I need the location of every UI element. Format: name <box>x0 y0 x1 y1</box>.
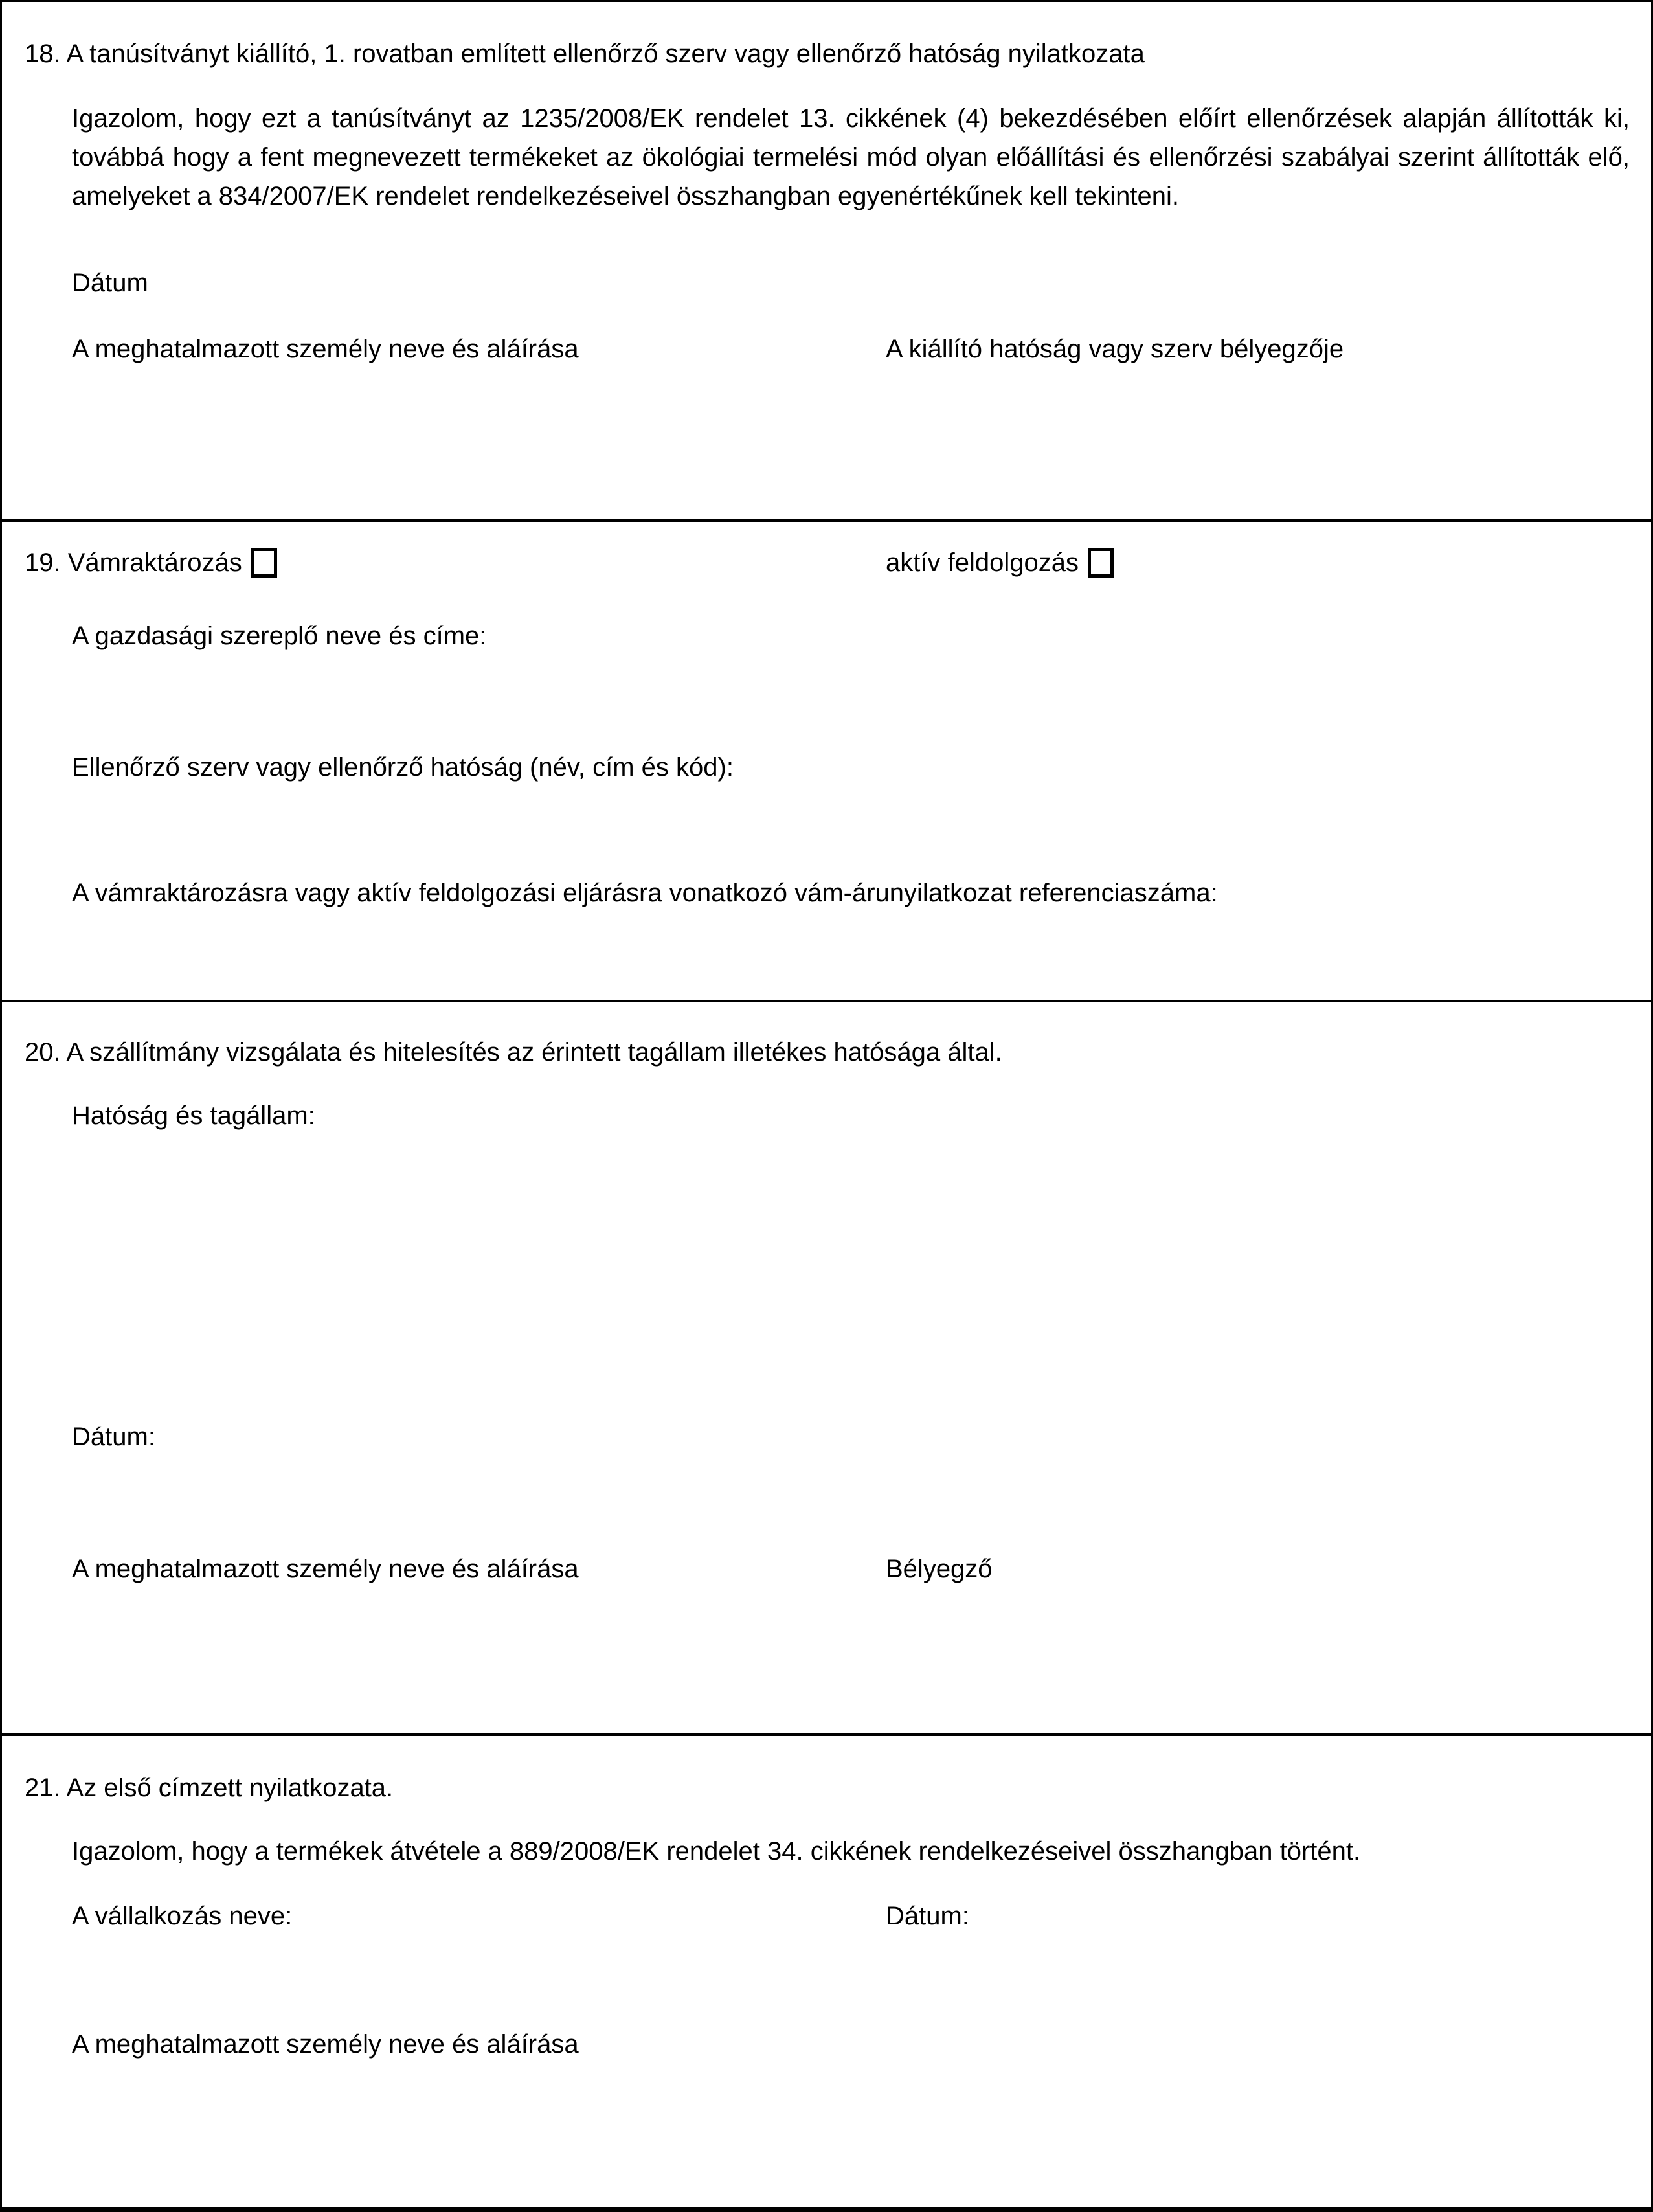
section-18-declaration: Igazolom, hogy ezt a tanúsítványt az 1235/2008/EK rendelet 13. cikkének (4) bekezdésében előírt ellenőrzések alapján állították ki, továbbá hogy a fent megnevezett termékeket az ökológiai termelési mód olyan előállítási és ellenőrzési szabályai szerint állították elő, amelyeket a 834/2007/EK rendelet rendelkezéseivel összhangban egyenértékűnek kell tekinteni. <box>72 104 1630 210</box>
section-19-inspection-body-label: Ellenőrző szerv vagy ellenőrző hatóság (név, cím és kód): <box>72 753 734 782</box>
section-21-heading: 21. Az első címzett nyilatkozata. <box>25 1774 394 1802</box>
section-21-company-label: A vállalkozás neve: <box>72 1902 293 1930</box>
section-21-declaration: Igazolom, hogy a termékek átvétele a 889/2008/EK rendelet 34. cikkének rendelkezéseivel összhangban történt. <box>72 1837 1361 1866</box>
section-20-authority-label: Hatóság és tagállam: <box>72 1101 315 1130</box>
section-19-customs-declaration-ref-label: A vámraktározásra vagy aktív feldolgozási eljárásra vonatkozó vám-árunyilatkozat referenciaszáma: <box>72 879 1218 907</box>
section-18-signature-label: A meghatalmazott személy neve és aláírása <box>72 335 579 363</box>
inward-processing-checkbox[interactable] <box>1088 548 1114 578</box>
section-18-date-label: Dátum <box>72 269 148 297</box>
section-18-heading: 18. A tanúsítványt kiállító, 1. rovatban említett ellenőrző szerv vagy ellenőrző hatóság nyilatkozata <box>25 40 1145 68</box>
customs-warehousing-checkbox[interactable] <box>251 548 277 578</box>
section-20-heading: 20. A szállítmány vizsgálata és hitelesítés az érintett tagállam illetékes hatósága által. <box>25 1038 1002 1066</box>
section-20-signature-label: A meghatalmazott személy neve és aláírása <box>72 1555 579 1583</box>
section-divider <box>2 519 1651 522</box>
section-21-signature-label: A meghatalmazott személy neve és aláírása <box>72 2030 579 2059</box>
section-18-stamp-label: A kiállító hatóság vagy szerv bélyegzője <box>886 335 1344 363</box>
section-21-date-label: Dátum: <box>886 1902 969 1930</box>
section-19-customs-warehousing-label: 19. Vámraktározás <box>25 548 242 577</box>
section-divider <box>2 1000 1651 1002</box>
section-20-date-label: Dátum: <box>72 1423 155 1451</box>
section-19-operator-label: A gazdasági szereplő neve és címe: <box>72 622 487 650</box>
section-divider <box>2 1733 1651 1736</box>
section-19-inward-processing-label: aktív feldolgozás <box>886 548 1079 577</box>
section-20-stamp-label: Bélyegző <box>886 1555 993 1583</box>
